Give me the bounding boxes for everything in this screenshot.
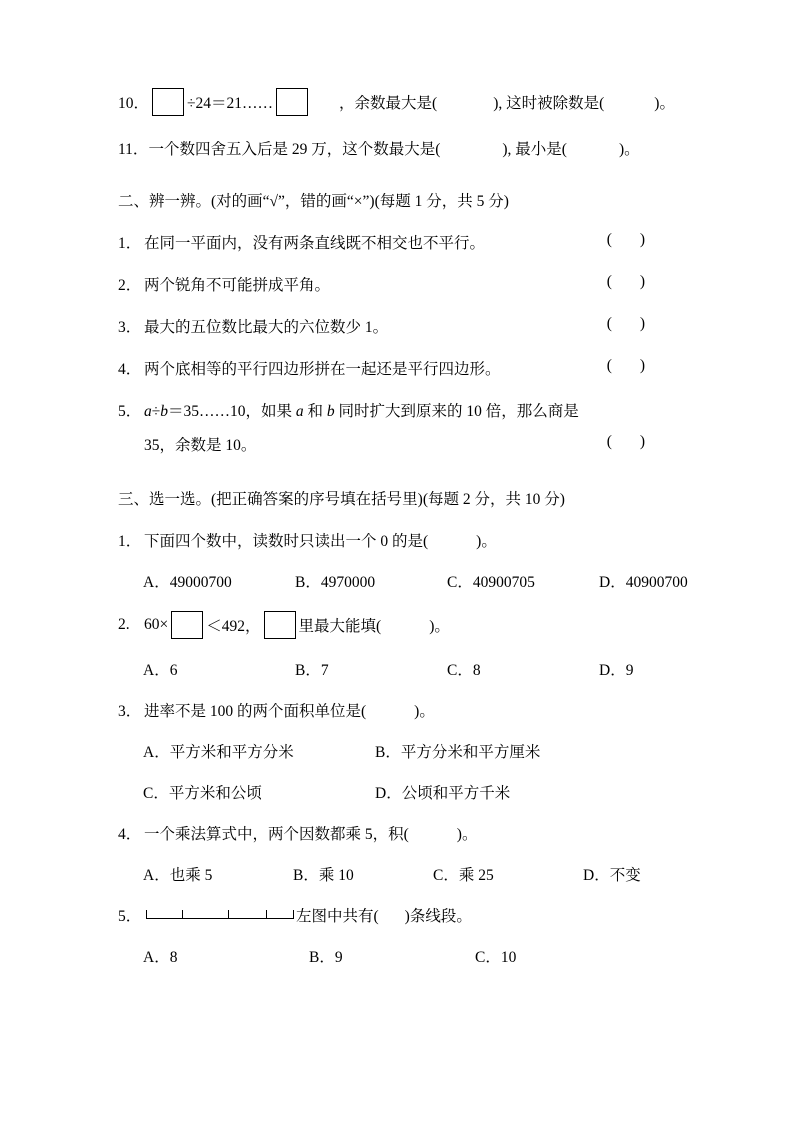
tf-item-2 — [118, 273, 675, 295]
tf-item-5-var-b2: b — [326, 403, 335, 420]
tf-item-5-var-a2: a — [295, 403, 304, 420]
tf-item-5-var-a: a — [144, 403, 152, 420]
tf-item-3-answer[interactable]: ( ) — [606, 315, 657, 332]
choice-5-option-a[interactable]: A．8 — [143, 949, 178, 966]
tf-item-4-text: 两个底相等的平行四边形拼在一起还是平行四边形。 — [144, 361, 501, 378]
choice-3-option-a[interactable]: A．平方米和平方分米 — [143, 744, 294, 761]
choice-2-option-d[interactable]: D．9 — [599, 662, 634, 679]
choice-4-option-c[interactable]: C．乘 25 — [433, 867, 494, 884]
choice-2-options — [118, 658, 675, 680]
choice-1-option-c[interactable]: C．40900705 — [447, 574, 535, 591]
question-11-text-b: ), 最小是( — [502, 141, 567, 158]
choice-3-stem: 进率不是 100 的两个面积单位是( — [144, 703, 367, 720]
tf-item-4 — [118, 357, 675, 379]
question-11-number: 11． — [118, 141, 149, 158]
choice-2-option-b[interactable]: B．7 — [295, 662, 329, 679]
choice-1-stem-end: )。 — [476, 533, 497, 550]
choice-question-2 — [118, 611, 675, 639]
choice-3-option-d[interactable]: D．公顷和平方千米 — [375, 785, 511, 802]
choice-3-options-row-1 — [118, 740, 675, 762]
question-11 — [118, 137, 675, 159]
choice-question-5 — [118, 904, 675, 926]
answer-box[interactable] — [276, 88, 308, 116]
segment-tick — [228, 910, 229, 919]
question-10 — [118, 88, 675, 116]
choice-2-number: 2. — [118, 616, 130, 633]
tf-item-5-line-1 — [118, 399, 675, 421]
choice-3-number: 3． — [118, 703, 142, 720]
choice-4-number: 4． — [118, 826, 142, 843]
tf-item-5-number: 5． — [118, 403, 142, 420]
tf-item-2-number: 2． — [118, 277, 142, 294]
tf-item-3-text: 最大的五位数比最大的六位数少 1。 — [144, 319, 389, 336]
tf-item-4-answer[interactable]: ( ) — [606, 357, 657, 374]
choice-2-option-a[interactable]: A．6 — [143, 662, 178, 679]
choice-4-option-b[interactable]: B．乘 10 — [293, 867, 354, 884]
tf-item-5-text-f: 和 — [303, 403, 327, 420]
question-10-part1: ÷24＝21…… — [187, 95, 274, 112]
segment-tick — [293, 910, 294, 919]
choice-2-stem-d: )。 — [429, 618, 450, 635]
tf-item-2-text: 两个锐角不可能拼成平角。 — [144, 277, 331, 294]
choice-3-option-b[interactable]: B．平方分米和平方厘米 — [375, 744, 541, 761]
choice-1-options — [118, 570, 688, 592]
choice-2-stem-a: 60× — [144, 616, 169, 633]
question-10-part2: ，余数最大是( — [339, 95, 438, 112]
answer-box[interactable] — [171, 611, 203, 639]
choice-1-number: 1． — [118, 533, 142, 550]
section-three-heading: 三、选一选。(把正确答案的序号填在括号里)(每题 2 分，共 10 分) — [118, 491, 565, 508]
choice-5-option-b[interactable]: B．9 — [309, 949, 343, 966]
tf-item-1-answer[interactable]: ( ) — [606, 231, 657, 248]
choice-1-option-a[interactable]: A．49000700 — [143, 574, 232, 591]
choice-question-1 — [118, 529, 675, 551]
section-two-heading: 二、辨一辨。(对的画“√”，错的画“×”)(每题 1 分，共 5 分) — [118, 193, 509, 210]
choice-1-option-b[interactable]: B．4970000 — [295, 574, 376, 591]
line-segment-figure — [146, 906, 294, 924]
choice-question-4 — [118, 822, 675, 844]
question-11-text-a: 一个数四舍五入后是 29 万，这个数最大是( — [148, 141, 441, 158]
answer-box[interactable] — [264, 611, 296, 639]
choice-4-option-d[interactable]: D．不变 — [583, 867, 641, 884]
tf-item-1-number: 1． — [118, 235, 142, 252]
choice-2-stem-b: ＜492， — [206, 618, 261, 635]
choice-3-stem-end: )。 — [414, 703, 435, 720]
choice-4-stem: 一个乘法算式中，两个因数都乘 5，积( — [144, 826, 409, 843]
choice-5-stem-a: 左图中共有( — [296, 908, 379, 925]
tf-item-5-text-h: 同时扩大到原来的 10 倍，那么商是 — [334, 403, 579, 420]
segment-tick — [182, 910, 183, 919]
tf-item-1 — [118, 231, 675, 253]
choice-3-options-row-2 — [118, 781, 675, 803]
segment-tick — [146, 910, 147, 919]
choice-2-stem-c: 里最大能填( — [298, 618, 382, 635]
choice-5-option-c[interactable]: C．10 — [475, 949, 517, 966]
tf-item-4-number: 4． — [118, 361, 142, 378]
choice-4-stem-end: )。 — [456, 826, 478, 843]
tf-item-5-var-b: b — [160, 403, 169, 420]
choice-5-options — [118, 945, 675, 967]
segment-tick — [266, 910, 267, 919]
choice-3-option-c[interactable]: C．平方米和公顷 — [143, 785, 262, 802]
choice-4-options — [118, 863, 675, 885]
tf-item-5-div: ÷ — [151, 403, 161, 420]
choice-2-option-c[interactable]: C．8 — [447, 662, 481, 679]
question-10-part3: ), 这时被除数是( — [493, 95, 605, 112]
answer-box[interactable] — [152, 88, 184, 116]
choice-question-3 — [118, 699, 675, 721]
tf-item-2-answer[interactable]: ( ) — [606, 273, 657, 290]
question-11-text-c: )。 — [618, 141, 640, 158]
tf-item-5-text-d: ＝35……10，如果 — [168, 403, 296, 420]
question-10-part4: )。 — [654, 95, 675, 112]
tf-item-5-answer[interactable]: ( ) — [606, 433, 657, 450]
choice-5-number: 5． — [118, 908, 142, 925]
tf-item-1-text: 在同一平面内，没有两条直线既不相交也不平行。 — [144, 235, 486, 252]
question-10-number: 10． — [118, 95, 150, 112]
choice-1-option-d[interactable]: D．40900700 — [599, 574, 688, 591]
tf-item-5-text-line2: 35，余数是 10。 — [144, 437, 257, 454]
tf-item-3 — [118, 315, 675, 337]
choice-1-stem: 下面四个数中，读数时只读出一个 0 的是( — [144, 533, 429, 550]
tf-item-3-number: 3． — [118, 319, 142, 336]
choice-4-option-a[interactable]: A．也乘 5 — [143, 867, 213, 884]
tf-item-5-line-2 — [118, 433, 675, 455]
choice-5-stem-b: )条线段。 — [404, 908, 472, 925]
segment-baseline — [146, 918, 294, 919]
